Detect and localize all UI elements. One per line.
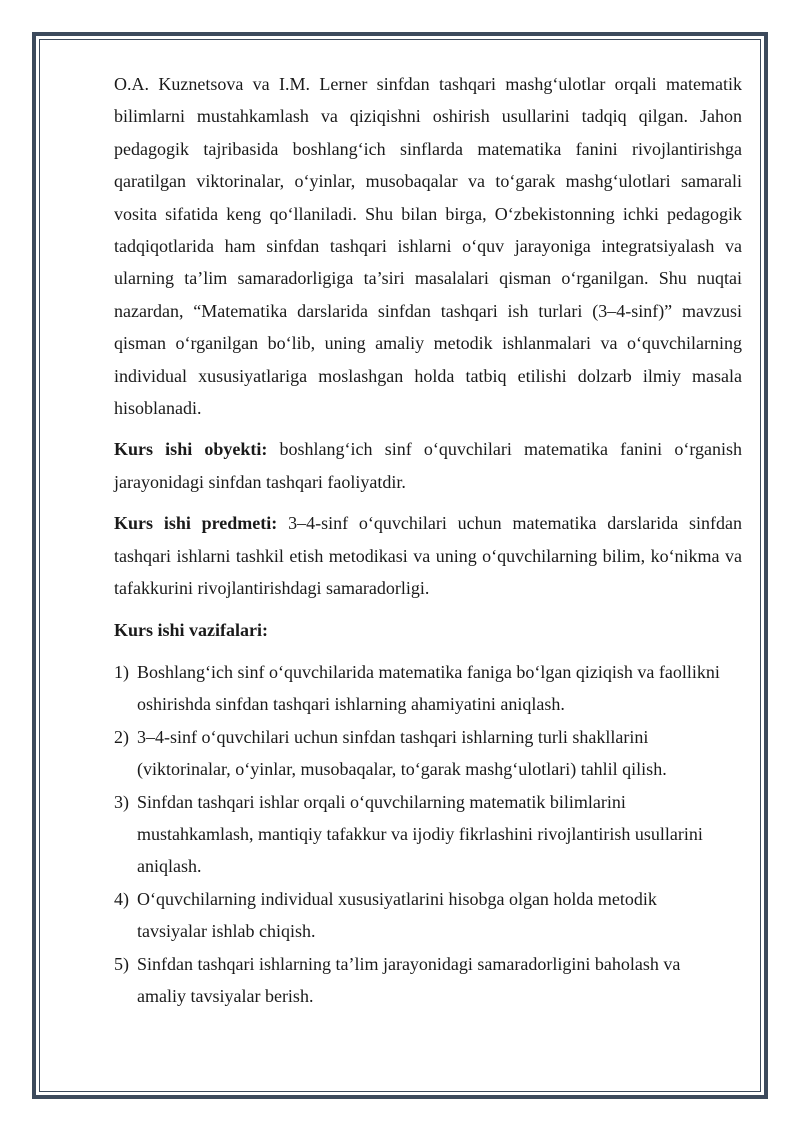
list-item-text: 3–4-sinf o‘quvchilari uchun sinfdan tashqari ishlarning turli shakllarini (viktorinalar, o‘yinlar, musobaqalar, to‘garak mashg‘ulotlari) tahlil qilish.	[137, 726, 667, 780]
object-text: boshlang‘ich sinf o‘quvchilari matematika fanini o‘rganish jarayonidagi sinfdan tashqari faoliyatdir.	[114, 439, 742, 492]
list-item-number: 1)	[114, 661, 129, 682]
list-item	[114, 721, 724, 786]
tasks-heading: Kurs ishi vazifalari:	[114, 619, 268, 640]
list-item-text: Boshlang‘ich sinf o‘quvchilarida matematika faniga bo‘lgan qiziqish va faollikni oshirishda sinfdan tashqari ishlarning ahamiyatini aniqlash.	[137, 661, 720, 715]
object-label: Kurs ishi obyekti:	[114, 439, 268, 460]
subject-paragraph	[114, 507, 742, 604]
list-item-number: 3)	[114, 791, 129, 812]
list-item-number: 2)	[114, 726, 129, 747]
subject-text: 3–4-sinf o‘quvchilari uchun matematika darslarida sinfdan tashqari ishlarni tashkil etish metodikasi va uning o‘quvchilarning bilim, ko‘nikma va tafakkurini rivojlantirishdagi samaradorligi.	[114, 513, 743, 599]
list-item	[114, 656, 724, 721]
list-item-text: Sinfdan tashqari ishlarning ta’lim jarayonidagi samaradorligini baholash va amaliy tavsiyalar berish.	[137, 953, 681, 1006]
list-item	[114, 948, 724, 1013]
list-item-number: 4)	[114, 888, 129, 909]
tasks-list	[114, 656, 724, 1012]
list-item-text: Sinfdan tashqari ishlar orqali o‘quvchilarning matematik bilimlarini mustahkamlash, mantiqiy tafakkur va ijodiy fikrlashini rivojlantirish usullarini aniqlash.	[137, 791, 703, 877]
list-item-number: 5)	[114, 953, 129, 974]
subject-label: Kurs ishi predmeti:	[114, 513, 278, 534]
list-item	[114, 883, 724, 948]
list-item	[114, 786, 724, 883]
document-body	[114, 68, 742, 1012]
list-item-text: O‘quvchilarning individual xususiyatlarini hisobga olgan holda metodik tavsiyalar ishlab chiqish.	[137, 888, 657, 942]
intro-paragraph: O.A. Kuznetsova va I.M. Lerner sinfdan tashqari mashg‘ulotlar orqali matematik bilimlarni mustahkamlash va qiziqishni oshirish usullarini tadqiq qilgan. Jahon pedagogik tajribasida boshlang‘ich sinflarda matematika fanini rivojlantirishga qaratilgan viktorinalar, o‘yinlar, musobaqalar va to‘garak mashg‘ulotlari samarali vosita sifatida keng qo‘llaniladi. Shu bilan birga, O‘zbekistonning ichki pedagogik tadqiqotlarida ham sinfdan tashqari ishlarni o‘quv jarayoniga integratsiyalash va ularning ta’lim samaradorligiga ta’siri masalalari qisman o‘rganilgan. Shu nuqtai nazardan, “Matematika darslarida sinfdan tashqari ish turlari (3–4-sinf)” mavzusi qisman o‘rganilgan bo‘lib, uning amaliy metodik ishlanmalari va o‘quvchilarning individual xususiyatlariga moslashgan holda tatbiq etilishi dolzarb ilmiy masala hisoblanadi.	[114, 74, 742, 419]
object-paragraph	[114, 433, 742, 498]
